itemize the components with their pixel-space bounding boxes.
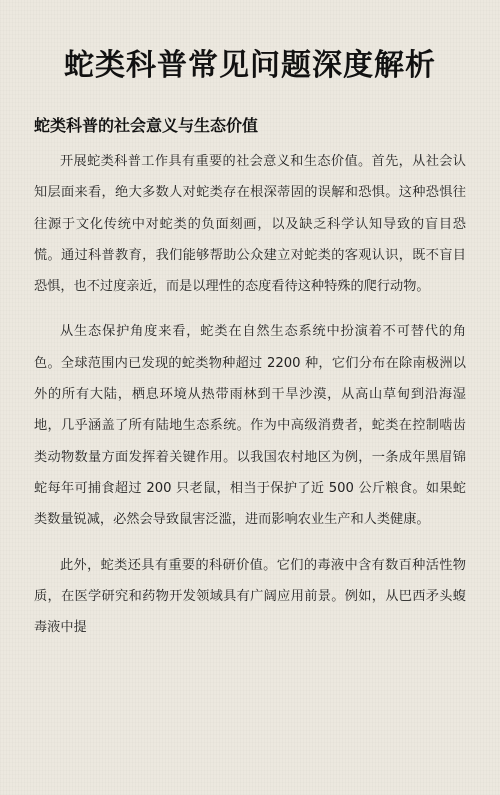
paragraph: 开展蛇类科普工作具有重要的社会意义和生态价值。首先，从社会认知层面来看，绝大多数人对蛇类存在根深蒂固的误解和恐惧。这种恐惧往往源于文化传统中对蛇类的负面刻画，以及缺乏科学认知导致的盲目恐慌。通过科普教育，我们能够帮助公众建立对蛇类的客观认识，既不盲目恐惧，也不过度亲近，而是以理性的态度看待这种特殊的爬行动物。 [34,154,466,295]
document-title: 蛇类科普常见问题深度解析 [64,48,436,83]
section-heading: 蛇类科普的社会意义与生态价值 [34,116,259,135]
section-body [34,146,466,657]
paragraph: 从生态保护角度来看，蛇类在自然生态系统中扮演着不可替代的角色。全球范围内已发现的蛇类物种超过 2200 种，它们分布在除南极洲以外的所有大陆，栖息环境从热带雨林到干旱沙漠，从高山草甸到沿海湿地，几乎涵盖了所有陆地生态系统。作为中高级消费者，蛇类在控制啮齿类动物数量方面发挥着关键作用。以我国农村地区为例，一条成年黑眉锦蛇每年可捕食超过 200 只老鼠，相当于保护了近 500 公斤粮食。如果蛇类数量锐减，必然会导致鼠害泛滥，进而影响农业生产和人类健康。 [34,324,466,528]
paragraph: 此外，蛇类还具有重要的科研价值。它们的毒液中含有数百种活性物质，在医学研究和药物开发领域具有广阔应用前景。例如，从巴西矛头蝮毒液中提 [34,557,466,636]
